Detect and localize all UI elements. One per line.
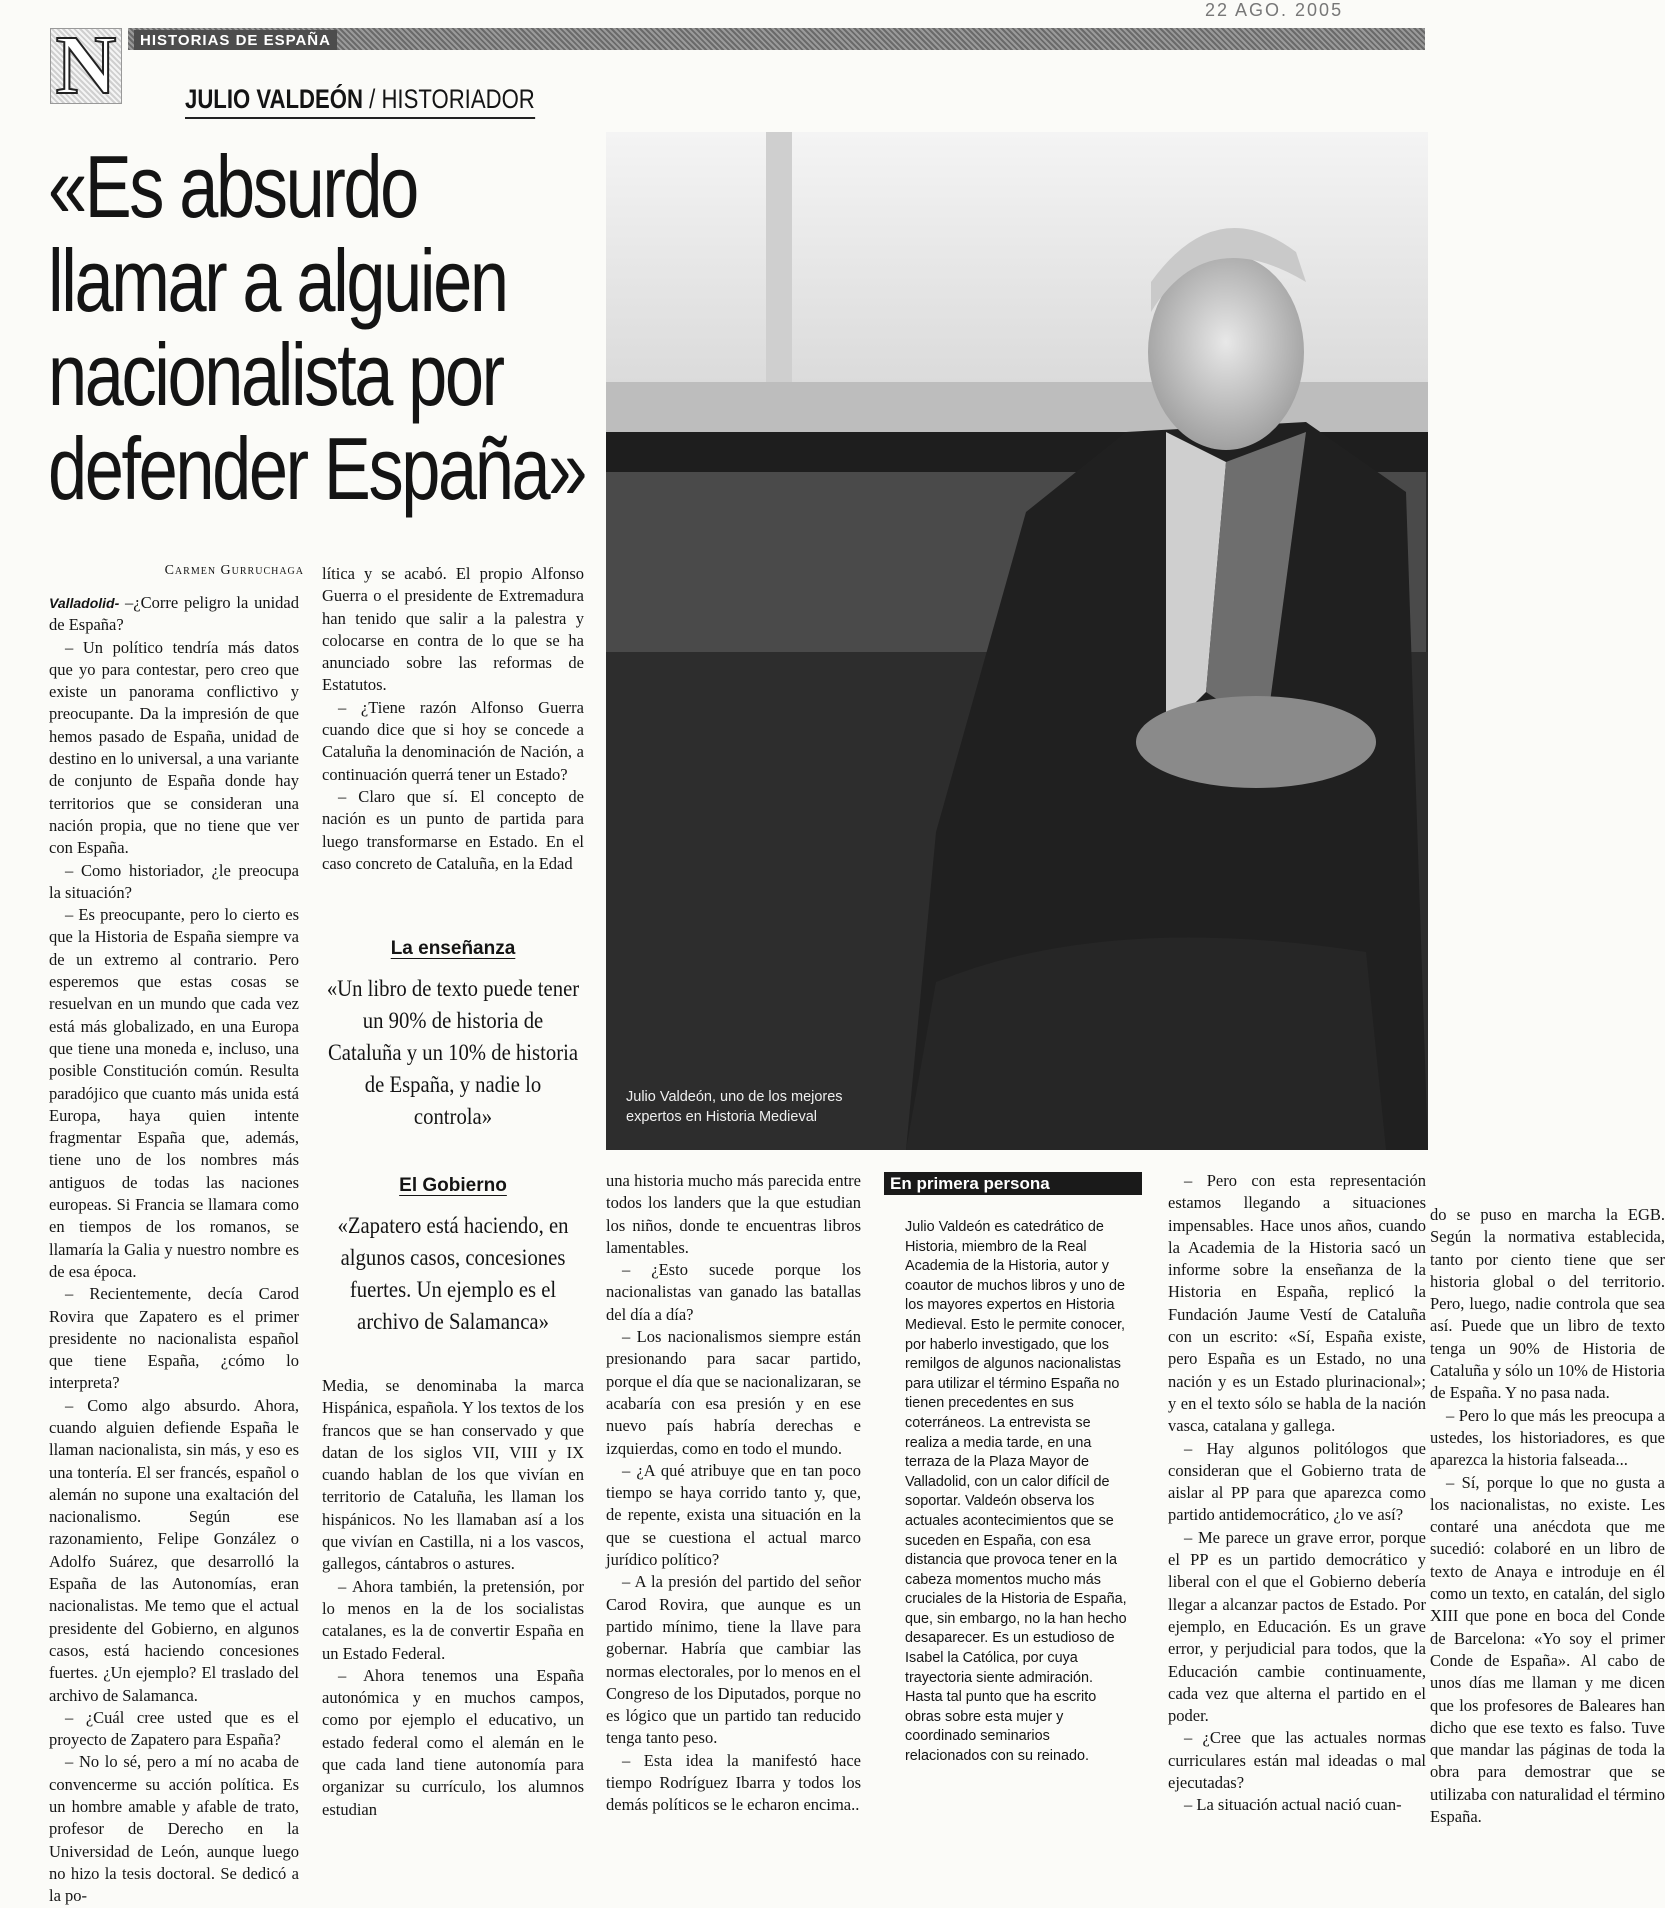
article-column-2-continued [322,1375,584,1819]
headline-line: «Es absurdo [48,137,417,236]
article-column-2 [322,563,584,875]
pullquote-gobierno: «Zapatero está haciendo, en algunos casos, concesiones fuertes. Un ejemplo es el archivo de Salamanca» [337,1213,569,1334]
paragraph: – Es preocupante, pero lo cierto es que la Historia de España siempre va de un extremo al contrario. Pero esperemos que estas cosas se resuelvan en un mundo que cada vez está más globalizado, en una Europa que tiene una moneda e, incluso, una posible Constitución común. Resulta paradójico que cuanto más unida está Europa, haya quien intente fragmentar España que, además, tiene uno de los nombres más antiguos de todas las naciones europeas. Si Francia se llamara como en tiempos de los romanos, se llamaría la Galia y nuestro nombre es de esa época. [49,905,299,1281]
paragraph: – ¿Tiene razón Alfonso Guerra cuando dice que si hoy se concede a Cataluña la denominación de Nación, a continuación querrá tener un Estado? [322,697,584,784]
article-column-5 [1430,1204,1665,1827]
sidebar-text: Julio Valdeón es catedrático de Historia, miembro de la Real Academia de la Historia, autor y coautor de muchos libros y uno de los mayores expertos en Historia Medieval. Esto le permite conocer, por haberlo investigado, que los remilgos de algunos nacionalistas para utilizar el término España no tienen precedentes en sus coterráneos. La entrevista se realiza a media tarde, en una terraza de la Plaza Mayor de Valladolid, con un calor difícil de soportar. Valdeón observa los actuales acontecimientos que se suceden en España, con esa distancia que provoca tener en la cabeza momentos mucho más cruciales de la Historia de España, que, sin embargo, no la han hecho desaparecer. Es un estudioso de Isabel la Católica, por cuya trayectoria siente admiración. Hasta tal punto que ha escrito obras sobre esta mujer y coordinado seminarios relacionados con su reinado. [905,1219,1127,1765]
dateline: Valladolid- [49,595,120,611]
author-byline: Carmen Gurruchaga [164,563,304,578]
paragraph: do se puso en marcha la EGB. Según la normativa establecida, tanto por ciento tiene que ser historia global o del territorio. Pero, luego, nadie controla que sea así. Puede que un libro de texto tenga un 90% de Historia de Cataluña y sólo un 10% de Historia de España. Y no pasa nada. [1430,1205,1665,1403]
caption-line: expertos en Historia Medieval [626,1109,818,1125]
paragraph: – No lo sé, pero a mí no acaba de convencerme su acción política. Es un hombre amable y afable de trato, profesor de Derecho en la Universidad de León, aunque luego no hizo la tesis doctoral. Se dedicó a la po- [49,1752,299,1906]
pullquote-title-ensenanza: La enseñanza [390,938,516,959]
section-label: HISTORIAS DE ESPAÑA [134,30,337,50]
portrait-illustration [606,132,1428,1150]
paragraph: – La situación actual nació cuan- [1184,1795,1402,1815]
paragraph: – Sí, porque lo que no gusta a los nacionalistas, no existe. Les contaré una anécdota que me sucedió: colaboré en un libro de texto de Anaya e introduje en él como un texto, en catalán, del siglo XIII que pone en boca del Conde de Barcelona: «Yo soy el primer Conde de España». Al cabo de unos días me llaman y me dicen que los profesores de Baleares han dicho que ese texto es falso. Tuve que mandar las páginas de toda la obra para demostrar que se utilizaba con naturalidad el término España. [1430,1472,1665,1827]
headline-line: llamar a alguien [48,231,507,330]
pullquote-title-gobierno: El Gobierno [399,1175,507,1196]
paragraph: – ¿Esto sucede porque los nacionalistas van ganado las batallas del día a día? [606,1260,861,1324]
article-column-4 [1168,1170,1426,1815]
photo-caption [626,1087,886,1127]
paragraph: – Como historiador, ¿le preocupa la situación? [49,860,299,902]
paragraph: – Pero con esta representación estamos llegando a situaciones impensables. Hace unos años, cuando la Academia de la Historia sacó un informe sobre la enseñanza de la Historia en España, replicó la Fundación Jaume Vestí de Cataluña con un escrito: «Sí, España existe, pero España es un Estado, no una nación y es un Estado plurinacional»; y en el texto sólo se habla de la nación vasca, catalana y gallega. [1168,1171,1426,1436]
headline [48,137,586,518]
paragraph: – Me parece un grave error, porque el PP es un partido democrático y liberal con el que el Gobierno debería llegar a alcanzar pactos de Estado. Por ejemplo, en Educación. Es un grave error, y perjudicial para todos, que la Educación cambie continuamente, cada vez que alterna el partido en el poder. [1168,1527,1426,1726]
headline-line: nacionalista por [48,325,503,424]
paragraph: – Esta idea la manifestó hace tiempo Rodríguez Ibarra y todos los demás políticos se le echaron encima.. [606,1750,861,1815]
paragraph: lítica y se acabó. El propio Alfonso Guerra o el presidente de Extremadura han tenido que salir a la palestra y colocarse en contra de lo que se ha anunciado sobre las reformas de Estatutos. [322,564,584,695]
pullquote-ensenanza: «Un libro de texto puede tener un 90% de historia de Cataluña y un 10% de historia de España, y nadie lo controla» [326,976,580,1129]
section-initial-logo: N [50,28,122,104]
byline-separator: / [369,84,376,114]
paragraph: – ¿Cree que las actuales normas curriculares están mal ideadas o mal ejecutadas? [1168,1728,1426,1793]
paragraph: – Recientemente, decía Carod Rovira que Zapatero es el primer presidente no nacionalista español que tiene España, ¿cómo lo interpreta? [49,1284,299,1393]
paragraph: – ¿Cuál cree usted que es el proyecto de Zapatero para España? [49,1707,299,1750]
paragraph: – Claro que sí. El concepto de nación es un punto de partida para luego transformarse en Estado. En el caso concreto de Cataluña, en la Edad [322,786,584,873]
article-column-1 [49,592,300,1906]
caption-line: Julio Valdeón, uno de los mejores [626,1089,843,1105]
paragraph: – Hay algunos politólogos que consideran que el Gobierno trata de aislar al PP para que aparezca como partido antidemocrático, ¿lo ve así? [1168,1438,1426,1525]
paragraph: – Ahora también, la pretensión, por lo menos en la de los socialistas catalanes, es la de convertir España en un Estado Federal. [322,1576,584,1663]
paragraph: – Los nacionalismos siempre están presionando para sacar partido, porque el día que se nacionalizaran, se acabaría con esa presión y en ese nuevo país habría derechas e izquierdas, como en todo el mundo. [606,1327,861,1458]
paragraph: – A la presión del partido del señor Carod Rovira, que aunque es un partido mínimo, tiene la llave para gobernar. Habría que cambiar las normas electorales, por lo menos en el Congreso de los Diputados, porque no es lógico que un partido tan reducido tenga tanto peso. [606,1572,861,1748]
headline-line: defender España» [48,419,586,518]
paragraph-text: –¿Corre peligro la unidad de España? [49,593,300,635]
paragraph: – Como algo absurdo. Ahora, cuando alguien defiende España le llaman nacionalista, sin más, y eso es una tontería. El ser francés, español o alemán no supone una exaltación del nacionalismo. Según ese razonamiento, Felipe González o Adolfo Suárez, que desarrolló la España de las Autonomías, eran nacionalistas. Me temo que el actual presidente del Gobierno, en algunos casos, está haciendo concesiones fuertes. ¿Un ejemplo? El traslado del archivo de Salamanca. [49,1395,299,1705]
article-column-3 [606,1170,861,1815]
paragraph: Media, se denominaba la marca Hispánica, española. Y los textos de los francos que se han conservado y que datan de los siglos VII, VIII y IX cuando hablan de los que vivían en territorio de Cataluña, les llaman los hispánicos. No les llamaban así a los que vivían en Castilla, ni a los vascos, gallegos, cántabros o astures. [322,1376,584,1574]
date-stamp: 22 AGO. 2005 [1205,0,1344,20]
paragraph [49,592,299,637]
portrait-photo [606,132,1428,1150]
paragraph: – Ahora tenemos una España autonómica y en muchos campos, como por ejemplo el educativo, un estado federal como el alemán en le que cada land tiene autonomía para organizar su currículo, los alumnos estudian [322,1665,584,1819]
paragraph: una historia mucho más parecida entre todos los landers que la que estudian los niños, donde te encuentras libros lamentables. [606,1171,861,1257]
sidebar-label: En primera persona [884,1172,1142,1195]
paragraph: – Pero lo que más les preocupa a ustedes, los historiadores, es que aparezca la historia falseada... [1430,1405,1665,1470]
interviewee-role: HISTORIADOR [381,84,535,114]
interviewee-byline [185,84,535,119]
paragraph: – ¿A qué atribuye que en tan poco tiempo se haya corrido tanto y, que, de repente, exista una situación en la que se cuestiona el actual marco jurídico político? [606,1460,861,1570]
interviewee-name: JULIO VALDEÓN [185,84,363,114]
paragraph: – Un político tendría más datos que yo para contestar, pero creo que existe un panorama conflictivo y preocupante. Da la impresión de que hemos pasado de España, unidad de destino en lo universal, a una variante de conjunto de España donde hay territorios que se consideran una nación propia, que no tiene que ver con España. [49,637,299,858]
